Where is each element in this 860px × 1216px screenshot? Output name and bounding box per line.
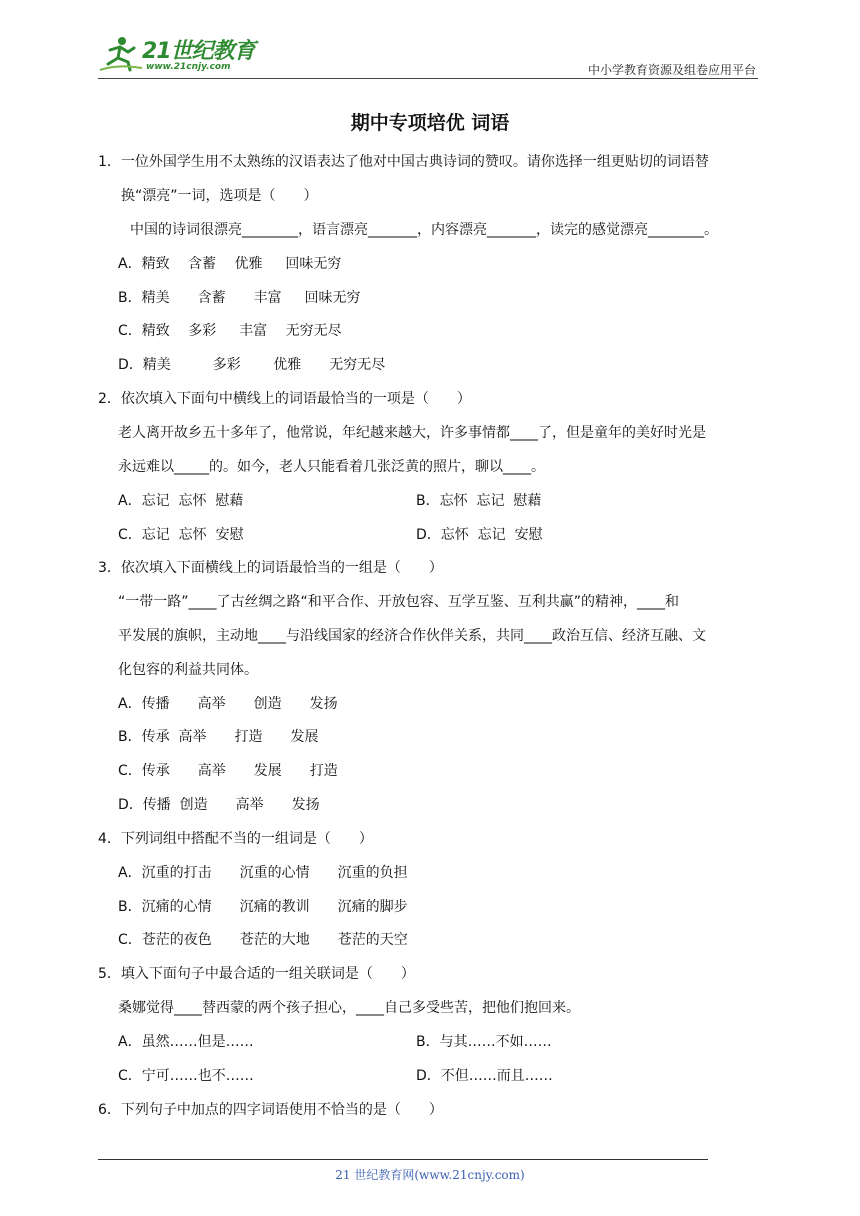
q1-option-d[interactable]: D．精美 多彩 优雅 无穷无尽 xyxy=(118,357,386,373)
q3-passage-line1: “一带一路”____了古丝绸之路“和平合作、开放包容、互学互鉴、互利共赢”的精神，____和 xyxy=(118,594,680,610)
q1-option-c[interactable]: C．精致 多彩 丰富 无穷无尽 xyxy=(118,323,342,339)
q2-passage-line2: 永远难以_____的。如今，老人只能看着几张泛黄的照片，聊以____。 xyxy=(118,459,545,475)
q3-passage-line2: 平发展的旗帜，主动地____与沿线国家的经济合作伙伴关系，共同____政治互信、经济互融、文 xyxy=(118,628,706,644)
header-platform-text: 中小学教育资源及组卷应用平台 xyxy=(587,63,756,77)
page-header xyxy=(98,30,758,80)
q2-stem: 2．依次填入下面句中横线上的词语最恰当的一项是（ ） xyxy=(98,391,471,407)
q2-option-a[interactable]: A．忘记 忘怀 慰藉 xyxy=(118,493,244,509)
q5-option-b[interactable]: B．与其……不如…… xyxy=(416,1034,552,1050)
logo-url: www.21cnjy.com xyxy=(146,62,231,72)
q3-stem: 3．依次填入下面横线上的词语最恰当的一组是（ ） xyxy=(98,560,443,576)
q3-option-c[interactable]: C．传承 高举 发展 打造 xyxy=(118,763,338,779)
q1-stem-line1: 1．一位外国学生用不太熟练的汉语表达了他对中国古典诗词的赞叹。请你选择一组更贴切的词语替 xyxy=(98,154,709,170)
q3-option-d[interactable]: D．传播 创造 高举 发扬 xyxy=(118,797,320,813)
q6-stem: 6．下列句子中加点的四字词语使用不恰当的是（ ） xyxy=(98,1102,443,1118)
runner-logo-icon xyxy=(98,34,144,74)
page-title: 期中专项培优 词语 xyxy=(350,112,510,134)
q2-option-c[interactable]: C．忘记 忘怀 安慰 xyxy=(118,527,244,543)
q1-passage: 中国的诗词很漂亮________，语言漂亮_______，内容漂亮_______，读完的感觉漂亮________。 xyxy=(130,222,718,238)
q5-option-a[interactable]: A．虽然……但是…… xyxy=(118,1034,254,1050)
q1-option-b[interactable]: B．精美 含蓄 丰富 回味无穷 xyxy=(118,290,361,306)
q1-option-a[interactable]: A．精致 含蓄 优雅 回味无穷 xyxy=(118,256,342,272)
q1-stem-line2: 换“漂亮”一词，选项是（ ） xyxy=(121,188,318,204)
q3-option-b[interactable]: B．传承 高举 打造 发展 xyxy=(118,729,319,745)
footer-divider xyxy=(98,1159,708,1160)
q4-option-c[interactable]: C．苍茫的夜色 苍茫的大地 苍茫的天空 xyxy=(118,932,408,948)
q3-passage-line3: 化包容的利益共同体。 xyxy=(118,662,258,678)
logo-text: 21世纪教育 xyxy=(142,39,255,64)
q2-option-b[interactable]: B．忘怀 忘记 慰藉 xyxy=(416,493,542,509)
q2-option-d[interactable]: D．忘怀 忘记 安慰 xyxy=(416,527,543,543)
header-divider xyxy=(98,78,758,79)
footer-link[interactable]: 21 世纪教育网(www.21cnjy.com) xyxy=(335,1168,525,1182)
q5-option-d[interactable]: D．不但……而且…… xyxy=(416,1068,553,1084)
q4-option-b[interactable]: B．沉痛的心情 沉痛的教训 沉痛的脚步 xyxy=(118,899,408,915)
q2-passage-line1: 老人离开故乡五十多年了，他常说，年纪越来越大，许多事情都____了，但是童年的美好时光是 xyxy=(118,425,706,441)
q5-passage: 桑娜觉得____替西蒙的两个孩子担心，____自己多受些苦，把他们抱回来。 xyxy=(118,1000,580,1016)
q3-option-a[interactable]: A．传播 高举 创造 发扬 xyxy=(118,696,338,712)
q4-stem: 4．下列词组中搭配不当的一组词是（ ） xyxy=(98,831,373,847)
q5-option-c[interactable]: C．宁可……也不…… xyxy=(118,1068,254,1084)
q4-option-a[interactable]: A．沉重的打击 沉重的心情 沉重的负担 xyxy=(118,865,408,881)
q5-stem: 5．填入下面句子中最合适的一组关联词是（ ） xyxy=(98,966,415,982)
logo xyxy=(98,34,268,74)
